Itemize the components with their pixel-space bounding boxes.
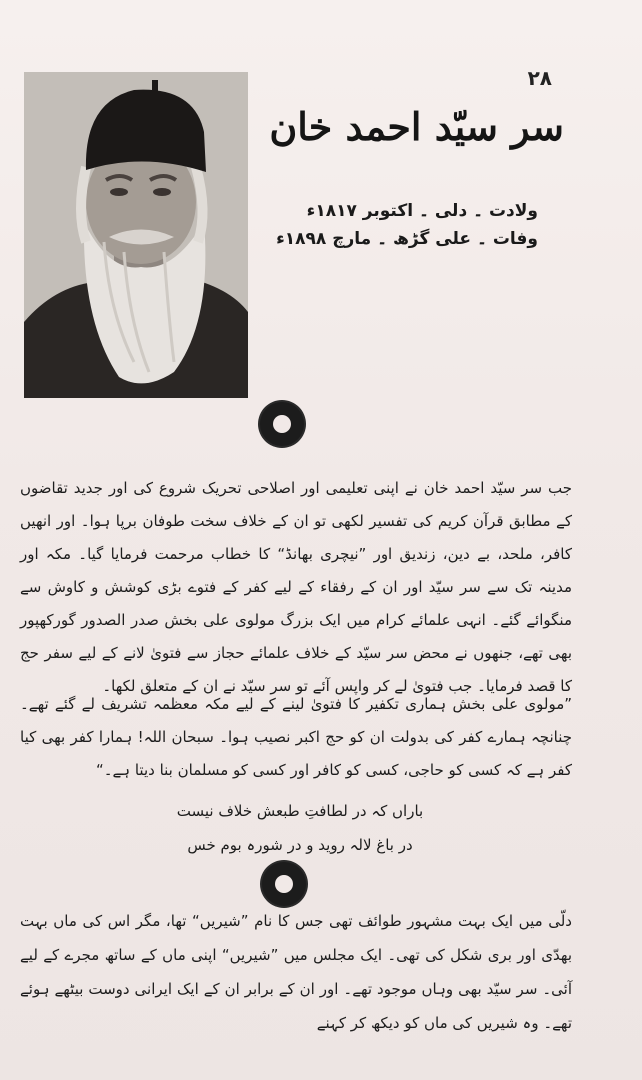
verse-line-1: باراں کہ در لطافتِ طبعش خلاف نیست [176,802,424,820]
portrait-photo-icon [24,72,248,398]
page-title: سر سیّد احمد خان [269,104,564,149]
birth-info: ولادت ۔ دلی ۔ اکتوبر ۱۸۱۷ء [306,201,538,221]
ring-ornament-icon [260,402,304,446]
portrait-photo [24,72,248,398]
paragraph-3: دلّی میں ایک بہت مشہور طوائف تھی جس کا نام ”شیریں“ تھا، مگر اس کی ماں بہت بھدّی اور بری شکل کی تھی۔ ایک مجلس میں ”شیریں“ اپنی ماں کے ساتھ مجرے کے لیے آئی۔ سر سیّد بھی وہاں موجود تھے۔ اور ان کے برابر ان کے ایک ایرانی دوست بیٹھے ہوئے تھے۔ وہ شیریں کی ماں کو دیکھ کر کہنے [20,912,572,1032]
page-number: ۲۸ [527,66,552,90]
verse-line-2: در باغ لالہ روید و در شورہ بوم خس [187,836,413,854]
ring-ornament-icon [262,862,306,906]
paragraph-2: ”مولوی علی بخش ہماری تکفیر کا فتویٰ لینے کے لیے مکہ معظمہ تشریف لے گئے تھے۔ چنانچہ ہمارے کفر کی بدولت ان کو حج اکبر نصیب ہوا۔ سبحان اللہ! ہمارا کفر بھی کیا کفر ہے کہ کسی کو حاجی، کسی کو کافر اور کسی کو مسلمان بنا دیتا ہے۔“ [20,695,572,779]
paragraph-1: جب سر سیّد احمد خان نے اپنی تعلیمی اور اصلاحی تحریک شروع کی اور جدید تقاضوں کے مطابق قرآن کریم کی تفسیر لکھی تو ان کے خلاف سخت طوفان برپا ہوا۔ اور انھیں کافر، ملحد، بے دین، زندیق اور ”نیچری بھانڈ“ کا خطاب مرحمت فرمایا گیا۔ مکہ اور مدینہ تک سے سر سیّد اور ان کے رفقاء کے لیے کفر کے فتوے بڑی کوشش و کاوش سے منگوائے گئے۔ انہی علمائے کرام میں ایک بزرگ مولوی علی بخش صدر الصدور گورکھپور بھی تھے، جنھوں نے محض سر سیّد کے خلاف علمائے حجاز سے فتویٰ لانے کے لیے سفر حج کا قصد فرمایا۔ جب فتویٰ لے کر واپس آئے تو سر سیّد نے ان کے متعلق لکھا۔ [20,479,572,695]
death-info: وفات ۔ علی گڑھ ۔ مارچ ۱۸۹۸ء [276,229,538,249]
